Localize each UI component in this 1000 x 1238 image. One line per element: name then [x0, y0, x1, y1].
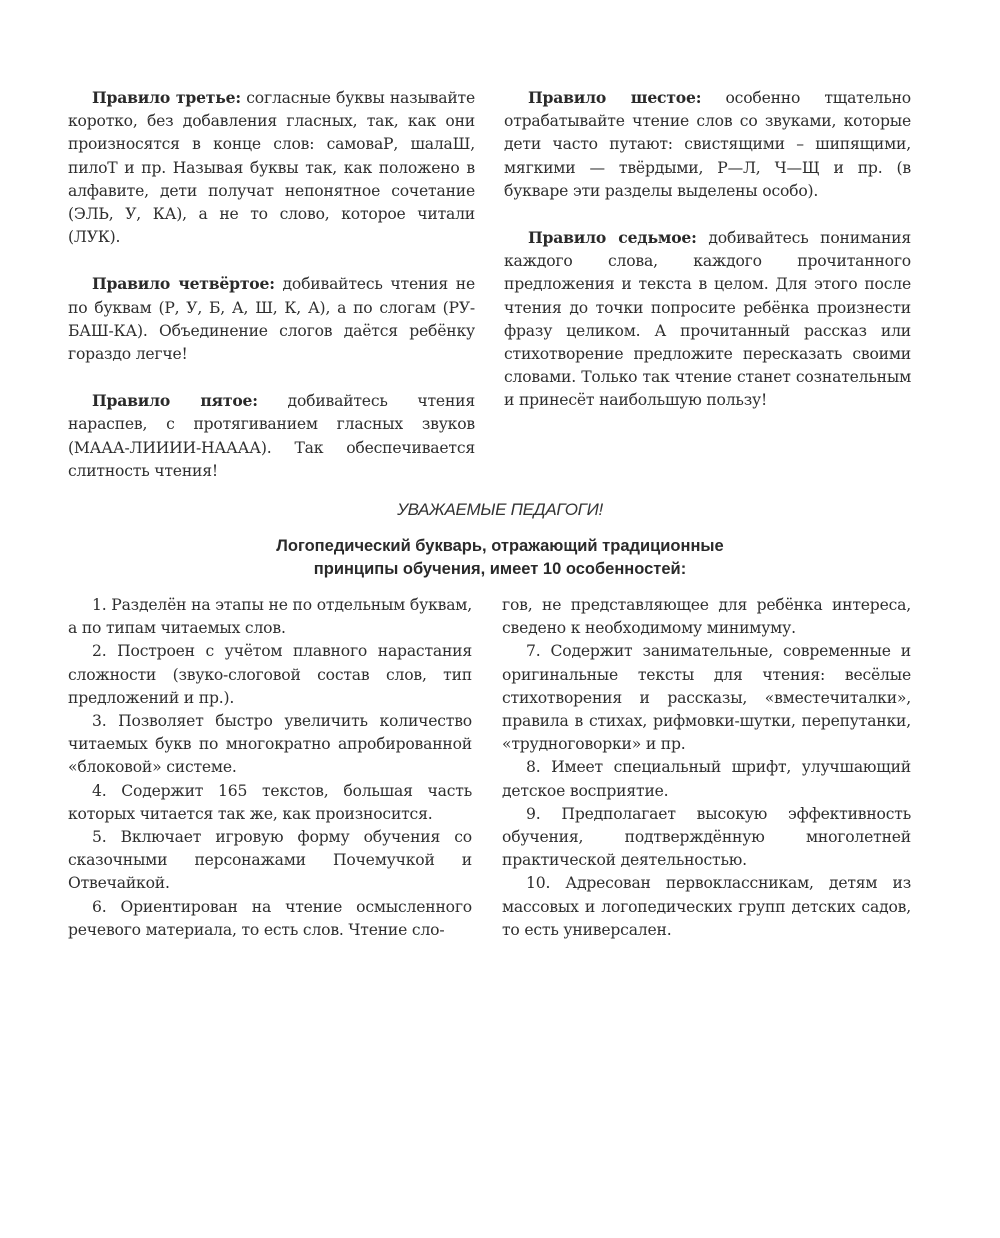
feature-item: 8. Имеет специальный шрифт, улучшающий детское восприятие. — [502, 758, 911, 800]
feature-item: 4. Содержит 165 текстов, большая часть которых читается так же, как произносится. — [68, 781, 472, 823]
rule-text: добивайтесь чтения не по буквам (Р, У, Б, А, Ш, К, А), а по слогам (РУ-БАШ-КА). Объединение слогов даётся ребёнку гораздо легче! — [68, 275, 475, 364]
feature-item: 1. Разделён на этапы не по отдельным буквам, а по типам читаемых слов. — [68, 596, 472, 638]
feature-item: 6. Ориентирован на чтение осмысленного речевого материала, то есть слов. Чтение сло- — [68, 897, 472, 939]
rule-title: Правило третье: — [92, 88, 241, 107]
rule-title: Правило седьмое: — [528, 228, 697, 248]
rule-four — [68, 272, 475, 366]
section-subtitle-line: Логопедический букварь, отражающий традиционные — [276, 537, 724, 555]
feature-item-continued: гов, не представляющее для ребёнка интереса, сведено к необходимому минимуму. — [502, 596, 911, 638]
feature-item: 9. Предполагает высокую эффективность обучения, подтверждённую многолетней практической деятельностью. — [502, 804, 911, 870]
feature-item: 7. Содержит занимательные, современные и оригинальные тексты для чтения: весёлые стихотворения и рассказы, «вместечиталки», правила в стихах, рифмовки-шутки, перепутанки, «трудноговорки» и пр. — [502, 642, 911, 754]
section-subtitle — [150, 535, 850, 580]
features-column-right — [502, 594, 911, 942]
rule-text: добивайтесь чтения нараспев, с протягиванием гласных звуков (МААА-ЛИИИИ-НАААА). Так обеспечивается слитность чтения! — [68, 392, 475, 480]
section-subtitle-line: принципы обучения, имеет 10 особенностей: — [313, 559, 687, 578]
feature-item: 10. Адресован первоклассникам, детям из массовых и логопедических групп детских садов, то есть универсален. — [502, 874, 911, 939]
feature-item: 2. Построен с учётом плавного нарастания сложности (звуко-слоговой состав слов, тип предложений и пр.). — [68, 642, 472, 707]
rule-three — [68, 86, 475, 249]
rule-five — [68, 389, 475, 483]
rules-column-right — [504, 86, 911, 436]
features-column-left — [68, 594, 472, 942]
feature-item: 5. Включает игровую форму обучения со сказочными персонажами Почемучкой и Отвечайкой. — [68, 828, 472, 893]
rule-title: Правило четвёртое: — [92, 274, 275, 294]
rule-seven — [504, 226, 911, 413]
rule-text: особенно тщательно отрабатывайте чтение слов со звуками, которые дети часто путают: свистящими – шипящими, мягкими — твёрдыми, Р—Л, Ч—Щ и пр. (в букваре эти разделы выделены особо). — [504, 89, 911, 200]
rules-column-left — [68, 86, 475, 506]
feature-item: 3. Позволяет быстро увеличить количество читаемых букв по многократно апробированной «блоковой» системе. — [68, 712, 472, 777]
rule-title: Правило пятое: — [92, 391, 258, 411]
section-greeting: УВАЖАЕМЫЕ ПЕДАГОГИ! — [397, 500, 603, 519]
rule-text: добивайтесь понимания каждого слова, каждого прочитанного предложения и текста в целом. Для этого после чтения до точки попросите ребёнка произнести фразу целиком. А прочитанный рассказ или стихотворение предложите пересказать своими словами. Только так чтение станет сознательным и принесёт наибольшую пользу! — [504, 229, 911, 410]
rule-title: Правило шестое: — [528, 88, 702, 107]
rule-six — [504, 86, 911, 203]
rule-text: согласные буквы называйте коротко, без добавления гласных, так, как они произносятся в конце слов: самоваР, шалаШ, пилоТ и пр. Называя буквы так, как положено в алфавите, дети получат непонятное сочетание (ЭЛЬ, У, КА), а не то слово, которое читали (ЛУК). — [68, 89, 475, 247]
